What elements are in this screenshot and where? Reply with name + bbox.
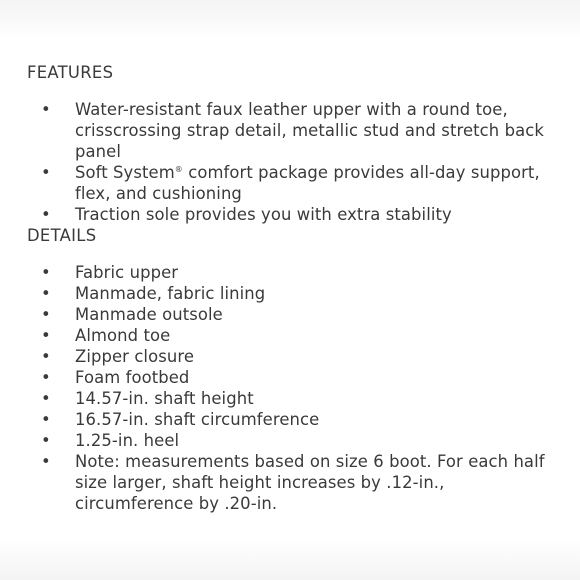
bullet: • [41, 347, 51, 366]
bullet: • [41, 163, 51, 182]
bullet: • [41, 431, 51, 450]
details-item [27, 262, 557, 283]
features-item-text: Water-resistant faux leather upper with a round toe, crisscrossing strap detail, metallic stud and stretch back panel [75, 100, 544, 161]
soft-system-brand: Soft System [75, 163, 175, 182]
details-item-text: 16.57-in. shaft circumference [75, 410, 320, 429]
features-item-text: Traction sole provides you with extra stability [75, 205, 452, 224]
features-item [27, 99, 557, 162]
bullet: • [41, 284, 51, 303]
details-item [27, 325, 557, 346]
details-item-text: Manmade outsole [75, 305, 223, 324]
features-list [27, 99, 557, 225]
bullet: • [41, 389, 51, 408]
details-item-text: Fabric upper [75, 263, 179, 282]
details-item-text: Zipper closure [75, 347, 195, 366]
details-item-text: Almond toe [75, 326, 171, 345]
details-item [27, 304, 557, 325]
details-item [27, 409, 557, 430]
bottom-fade-band [0, 540, 580, 580]
features-item-text: comfort package provides all-day support, flex, and cushioning [75, 163, 540, 203]
features-item [27, 162, 557, 204]
details-list [27, 262, 557, 514]
top-fade-band [0, 0, 580, 40]
details-item [27, 430, 557, 451]
details-item [27, 367, 557, 388]
bullet: • [41, 368, 51, 387]
details-item-text: 1.25-in. heel [75, 431, 180, 450]
bullet: • [41, 100, 51, 119]
details-item-text: 14.57-in. shaft height [75, 389, 254, 408]
bullet: • [41, 452, 51, 471]
features-item [27, 204, 557, 225]
details-item-text: Note: measurements based on size 6 boot. For each half size larger, shaft height increases by .12-in., circumference by .20-in. [75, 452, 545, 513]
features-heading: FEATURES [27, 63, 114, 82]
registered-mark: ® [174, 165, 183, 174]
details-heading: DETAILS [27, 226, 97, 245]
bullet: • [41, 205, 51, 224]
details-item [27, 388, 557, 409]
bullet: • [41, 326, 51, 345]
details-item-text: Manmade, fabric lining [75, 284, 266, 303]
details-item [27, 283, 557, 304]
details-item [27, 346, 557, 367]
details-item-text: Foam footbed [75, 368, 190, 387]
product-description [27, 62, 557, 514]
bullet: • [41, 305, 51, 324]
details-item [27, 451, 557, 514]
bullet: • [41, 263, 51, 282]
bullet: • [41, 410, 51, 429]
